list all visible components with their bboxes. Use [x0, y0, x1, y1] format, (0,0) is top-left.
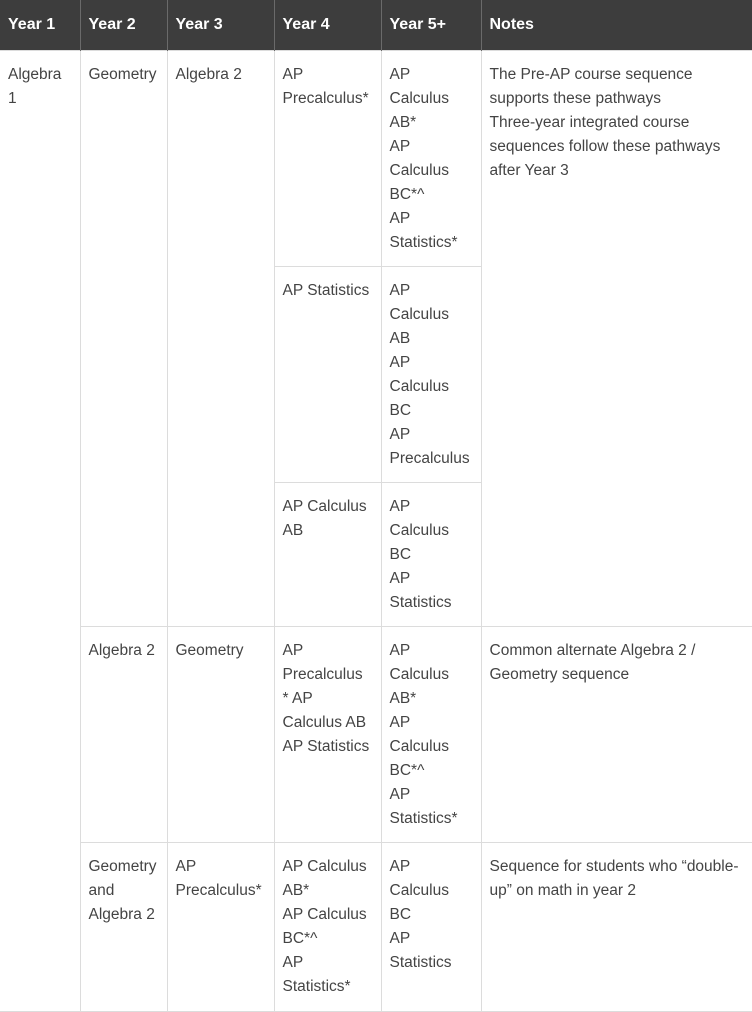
pathway-b-year4-cell [274, 626, 381, 842]
course-name: Geometry and Algebra 2 [88, 857, 157, 923]
course-name: Algebra 2 [88, 641, 155, 659]
course-name: AP Calculus AB* [389, 641, 449, 707]
pathway-c-year4-cell [274, 842, 381, 1011]
header-row [0, 0, 752, 50]
header-year-4: Year 4 [274, 0, 381, 50]
pathway-a-option1-year5-cell [381, 50, 481, 266]
pathway-a-year3-cell [167, 50, 274, 626]
pathway-b-year5-cell [381, 626, 481, 842]
course-name: AP Statistics [282, 281, 370, 299]
course-name: Algebra 1 [8, 65, 62, 107]
header-year-3: Year 3 [167, 0, 274, 50]
course-name: AP Calculus BC*^ [389, 713, 449, 779]
course-name: AP Calculus BC [389, 857, 449, 923]
header-year-5-plus: Year 5+ [381, 0, 481, 50]
pathway-b-year2-cell [80, 626, 167, 842]
table-body [0, 50, 752, 1011]
table-row [0, 50, 752, 266]
course-name: AP Precalculus [389, 425, 470, 467]
course-name: Algebra 2 [175, 65, 242, 83]
course-name: AP Calculus BC [389, 497, 449, 563]
course-name: AP Precalculus * AP Calculus AB [282, 641, 367, 731]
course-name: AP Calculus AB* [389, 65, 449, 131]
pathway-c-year2-cell [80, 842, 167, 1011]
course-name: AP Statistics [389, 929, 452, 971]
pathway-a-option1-year4-cell [274, 50, 381, 266]
pathway-a-option2-year5-cell [381, 266, 481, 482]
pathway-c-year3-cell [167, 842, 274, 1011]
note-line: Common alternate Algebra 2 / Geometry sequence [489, 641, 696, 683]
note-line: The Pre-AP course sequence supports these pathways [489, 65, 693, 107]
pathway-b-year3-cell [167, 626, 274, 842]
header-year-1: Year 1 [0, 0, 80, 50]
course-name: AP Calculus AB [389, 281, 449, 347]
note-line: Sequence for students who “double-up” on math in year 2 [489, 857, 739, 899]
course-name: AP Statistics* [389, 785, 458, 827]
course-name: AP Calculus BC*^ [282, 905, 367, 947]
table-row [0, 842, 752, 1011]
course-name: AP Calculus BC [389, 353, 449, 419]
pathway-b-notes-cell [481, 626, 752, 842]
course-name: AP Precalculus* [175, 857, 262, 899]
pathway-a-option3-year5-cell [381, 482, 481, 626]
header-year-2: Year 2 [80, 0, 167, 50]
course-name: Geometry [88, 65, 157, 83]
course-name: AP Statistics [389, 569, 452, 611]
pathway-a-year2-cell [80, 50, 167, 626]
pathway-a-notes-cell [481, 50, 752, 626]
table-header [0, 0, 752, 50]
course-name: AP Statistics* [389, 209, 458, 251]
course-name: AP Statistics [282, 737, 370, 755]
pathway-c-year5-cell [381, 842, 481, 1011]
table-row [0, 626, 752, 842]
course-name: AP Statistics* [282, 953, 351, 995]
note-line: Three-year integrated course sequences follow these pathways after Year 3 [489, 113, 721, 179]
pathway-a-option2-year4-cell [274, 266, 381, 482]
course-name: AP Calculus AB* [282, 857, 367, 899]
course-name: AP Calculus BC*^ [389, 137, 449, 203]
header-notes: Notes [481, 0, 752, 50]
course-name: AP Precalculus* [282, 65, 369, 107]
course-name: AP Calculus AB [282, 497, 367, 539]
year1-cell [0, 50, 80, 1011]
course-name: Geometry [175, 641, 244, 659]
pathway-c-notes-cell [481, 842, 752, 1011]
pathway-a-option3-year4-cell [274, 482, 381, 626]
